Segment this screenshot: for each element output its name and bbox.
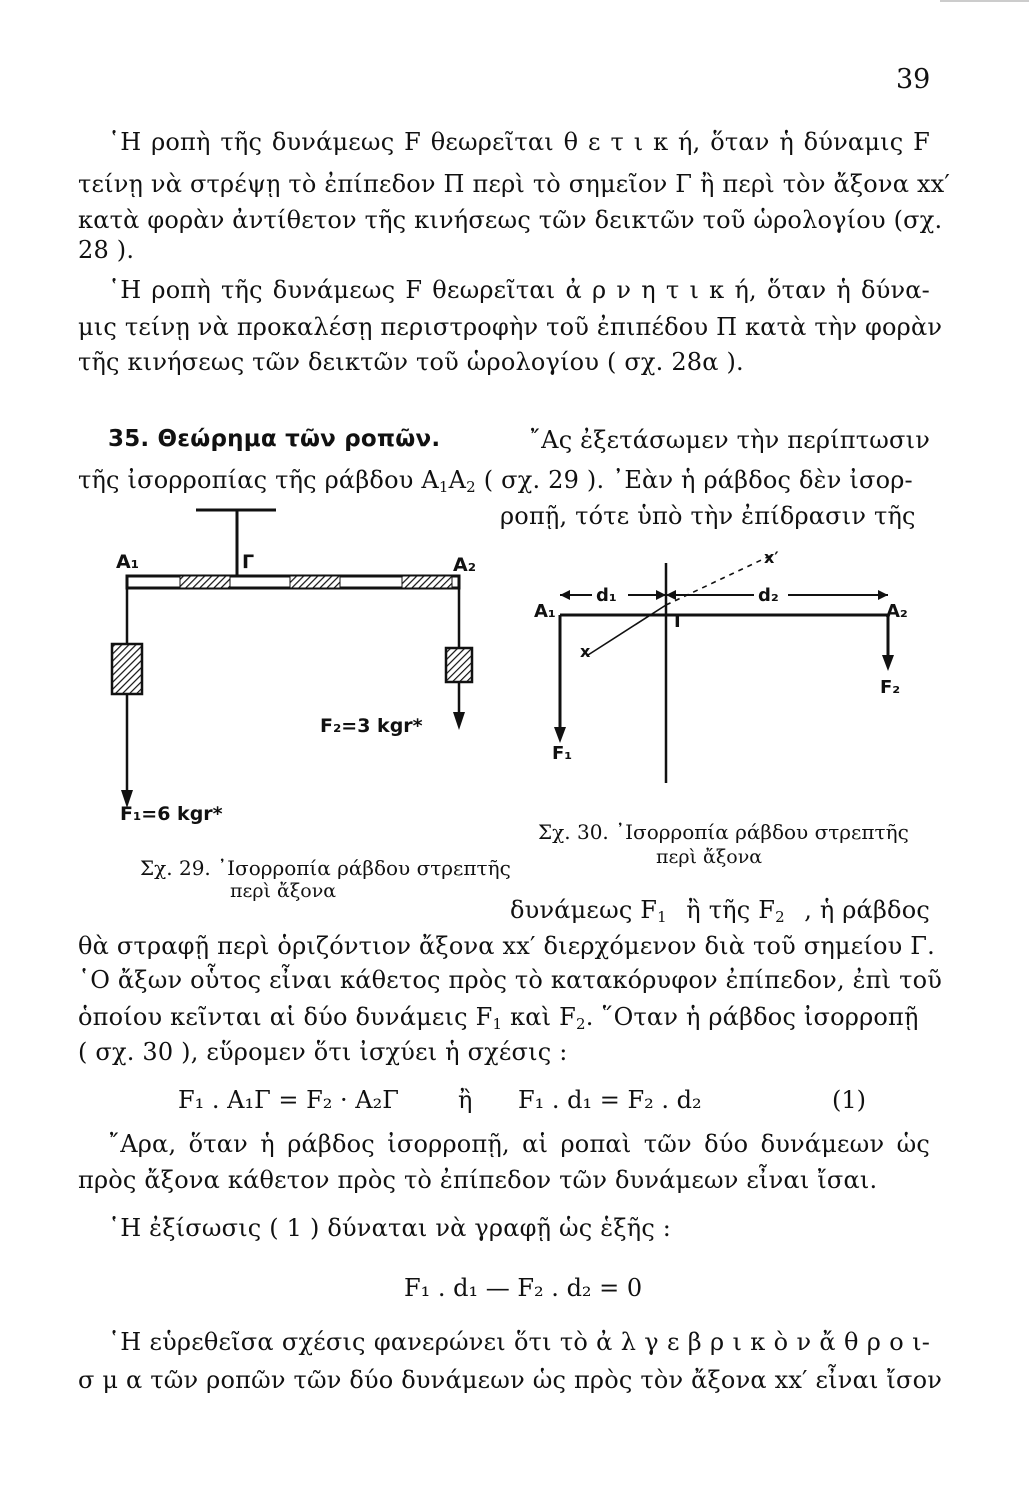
section35-line3: ροπῇ, τότε ὑπὸ τὴν ἐπίδρασιν τῆς bbox=[500, 502, 916, 530]
equation2: F₁ . d₁ — F₂ . d₂ = 0 bbox=[404, 1274, 643, 1302]
paragraph5: ῾Η ἐξίσωσις ( 1 ) δύναται νὰ γραφῇ ὡς ἑξῆς : bbox=[108, 1214, 672, 1242]
right-weight bbox=[446, 648, 472, 682]
equation1-or: ἢ bbox=[458, 1086, 473, 1114]
section35-line2: τῆς ἰσορροπίας τῆς ράβδου $A_1A_2$ ( σχ. 29 ). ᾿Εὰν ἡ ράβδος δὲν ἰσορ- bbox=[78, 466, 913, 496]
label-gamma: Γ bbox=[242, 551, 255, 573]
label-f2: F₂ bbox=[880, 677, 901, 698]
label-f1: F₁ bbox=[552, 743, 573, 764]
scan-edge-line bbox=[940, 0, 1029, 2]
figure29-caption: περὶ ἄξονα bbox=[230, 880, 337, 902]
paragraph3-line: ῾Ο ἄξων οὗτος εἶναι κάθετος πρὸς τὸ κατακόρυφον ἐπίπεδον, ἐπὶ τοῦ bbox=[78, 966, 943, 994]
paragraph4-line: ῎Αρα, ὅταν ἡ ράβδος ἰσορροπῇ, αἱ ροπαὶ τῶν δύο δυνάμεων ὡς bbox=[108, 1130, 930, 1158]
label-d1: d₁ bbox=[596, 585, 617, 606]
paragraph2-line: τῆς κινήσεως τῶν δεικτῶν τοῦ ὡρολογίου ( σχ. 28α ). bbox=[78, 348, 744, 376]
figure29-caption: Σχ. 29. ᾿Ισορροπία ράβδου στρεπτῆς bbox=[140, 856, 511, 880]
paragraph1-line: ῾Η ροπὴ τῆς δυνάμεως F θεωρεῖται θ ε τ ι κ ή, ὅταν ἡ δύναμις F bbox=[108, 128, 930, 156]
rod-hatch bbox=[290, 576, 340, 588]
paragraph6-line: ῾Η εὑρεθεῖσα σχέσις φανερώνει ὅτι τὸ ἀ λ γ ε β ρ ι κ ὸ ν ἄ θ ρ ο ι- bbox=[108, 1328, 930, 1356]
label-f1: F₁=6 kgr* bbox=[120, 803, 223, 825]
rod-hatch bbox=[402, 576, 452, 588]
xx-axis bbox=[588, 605, 666, 655]
section-heading: 35. Θεώρημα τῶν ροπῶν. bbox=[108, 426, 441, 452]
label-a1: A₁ bbox=[534, 601, 556, 622]
label-a1: A₁ bbox=[116, 551, 140, 573]
f2-arrow bbox=[453, 712, 465, 730]
rod-hatch bbox=[180, 576, 230, 588]
section35-line1 bbox=[108, 426, 930, 454]
figure-30 bbox=[528, 545, 928, 815]
label-f2: F₂=3 kgr* bbox=[320, 715, 423, 737]
label-a2: A₂ bbox=[453, 554, 477, 576]
paragraph3-line: ( σχ. 30 ), εὕρομεν ὅτι ἰσχύει ἡ σχέσις : bbox=[78, 1038, 568, 1066]
figure-29 bbox=[100, 496, 500, 836]
page-number: 39 bbox=[896, 64, 931, 95]
f1-arrow bbox=[554, 727, 566, 743]
label-a2: A₂ bbox=[886, 601, 908, 622]
figure30-caption: περὶ ἄξονα bbox=[656, 846, 763, 868]
paragraph3-line1: δυνάμεως $F_1$ ἢ τῆς $F_2$ , ἡ ράβδος bbox=[510, 896, 930, 926]
left-weight bbox=[112, 644, 142, 694]
paragraph3-line4: ὁποίου κεῖνται αἱ δύο δυνάμεις $F_1$ καὶ $F_2$. ῞Οταν ἡ ράβδος ἰσορροπῇ bbox=[78, 1003, 919, 1033]
label-x: x bbox=[580, 642, 591, 661]
paragraph1-line: τείνῃ νὰ στρέψῃ τὸ ἐπίπεδον Π περὶ τὸ σημεῖον Γ ἢ περὶ τὸν ἄξονα xx′ bbox=[78, 170, 951, 198]
paragraph2-line: ῾Η ροπὴ τῆς δυνάμεως F θεωρεῖται ἀ ρ ν η τ ι κ ή, ὅταν ἡ δύνα- bbox=[108, 276, 930, 304]
label-d2: d₂ bbox=[758, 585, 779, 606]
paragraph3-line: θὰ στραφῇ περὶ ὁριζόντιον ἄξονα xx′ διερχόμενον διὰ τοῦ σημείου Γ. bbox=[78, 932, 935, 960]
equation1-number: (1) bbox=[832, 1086, 866, 1114]
paragraph6-line: σ μ α τῶν ροπῶν τῶν δύο δυνάμεων ὡς πρὸς τὸν ἄξονα xx′ εἶναι ἴσον bbox=[78, 1366, 943, 1394]
paragraph1-line: 28 ). bbox=[78, 236, 135, 264]
paragraph4-line: πρὸς ἄξονα κάθετον πρὸς τὸ ἐπίπεδον τῶν δυνάμεων εἶναι ἴσαι. bbox=[78, 1166, 878, 1194]
paragraph1-line: κατὰ φορὰν ἀντίθετον τῆς κινήσεως τῶν δεικτῶν τοῦ ὡρολογίου (σχ. bbox=[78, 206, 943, 234]
f2-arrow bbox=[882, 655, 894, 671]
label-xprime: x′ bbox=[764, 548, 779, 567]
paragraph2-line: μις τείνῃ νὰ προκαλέσῃ περιστροφὴν τοῦ ἐπιπέδου Π κατὰ τὴν φορὰν bbox=[78, 313, 943, 341]
equation1-lhs: F₁ . A₁Γ = F₂ · A₂Γ bbox=[178, 1086, 399, 1114]
section35-text: ῎Ας ἐξετάσωμεν τὴν περίπτωσιν bbox=[528, 426, 930, 454]
equation1-rhs: F₁ . d₁ = F₂ . d₂ bbox=[518, 1086, 702, 1114]
label-gamma: Γ bbox=[674, 611, 686, 632]
figure30-caption: Σχ. 30. ᾿Ισορροπία ράβδου στρεπτῆς bbox=[538, 820, 909, 844]
